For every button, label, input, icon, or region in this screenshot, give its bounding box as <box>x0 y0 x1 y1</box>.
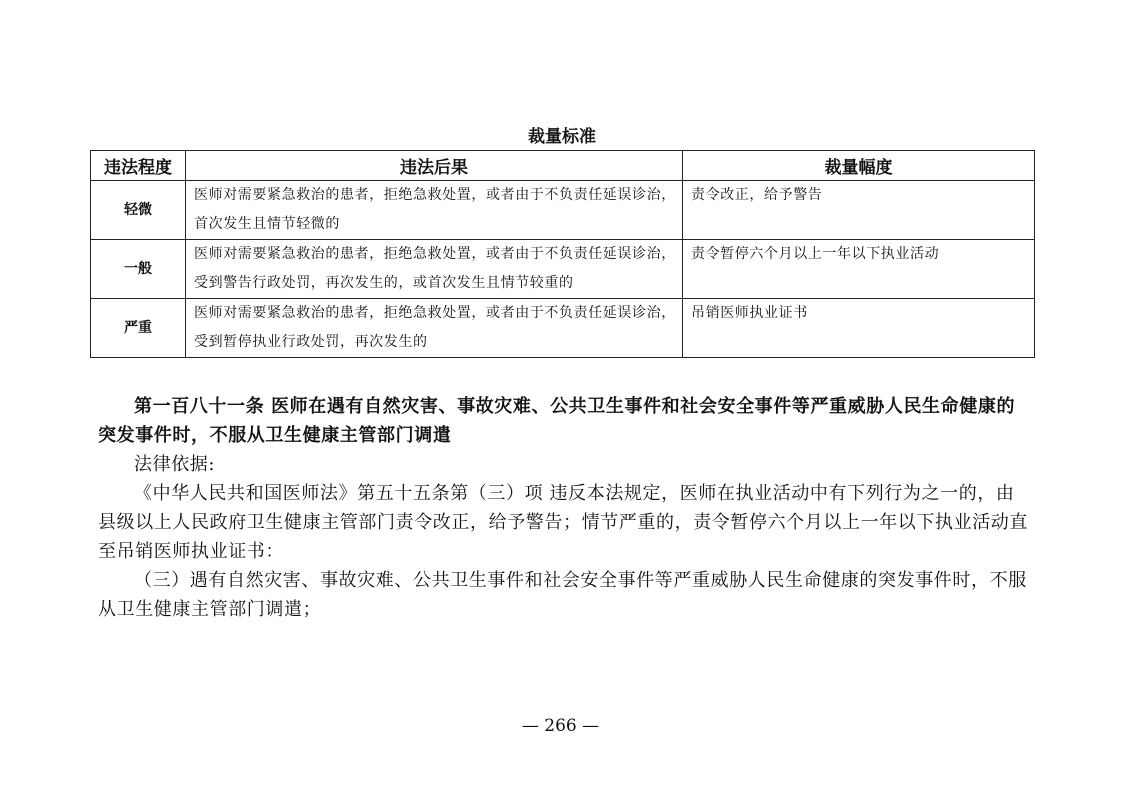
violation-level: 轻微 <box>91 181 186 240</box>
legal-basis-text: 《中华人民共和国医师法》第五十五条第（三）项 违反本法规定，医师在执业活动中有下列行为之一的，由县级以上人民政府卫生健康主管部门责令改正，给予警告；情节严重的，责令暂停六个月以上一年以下执业活动直至吊销医师执业证书： <box>98 483 1028 562</box>
discretion-penalty: 责令改正，给予警告 <box>683 181 1035 240</box>
table-row <box>91 299 1035 358</box>
page-number: — 266 — <box>521 716 600 736</box>
violation-consequence: 医师对需要紧急救治的患者，拒绝急救处置，或者由于不负责任延误诊治，首次发生且情节轻微的 <box>186 181 683 240</box>
table-row <box>91 240 1035 299</box>
legal-basis-label: 法律依据: <box>134 454 216 475</box>
header-violation-degree: 违法程度 <box>91 151 186 181</box>
discretion-penalty: 吊销医师执业证书 <box>683 299 1035 358</box>
violation-level: 一般 <box>91 240 186 299</box>
violation-level: 严重 <box>91 299 186 358</box>
violation-consequence: 医师对需要紧急救治的患者，拒绝急救处置，或者由于不负责任延误诊治，受到暂停执业行政处罚，再次发生的 <box>186 299 683 358</box>
article-heading: 第一百八十一条 医师在遇有自然灾害、事故灾难、公共卫生事件和社会安全事件等严重威胁人民生命健康的突发事件时，不服从卫生健康主管部门调遣 <box>98 396 1016 446</box>
table-header-row <box>91 151 1035 181</box>
legal-basis-item: （三）遇有自然灾害、事故灾难、公共卫生事件和社会安全事件等严重威胁人民生命健康的突发事件时，不服从卫生健康主管部门调遣； <box>98 570 1027 620</box>
discretion-standard-table <box>90 150 1035 358</box>
discretion-penalty: 责令暂停六个月以上一年以下执业活动 <box>683 240 1035 299</box>
table-title: 裁量标准 <box>528 127 596 147</box>
header-discretion-range: 裁量幅度 <box>683 151 1035 181</box>
violation-consequence: 医师对需要紧急救治的患者，拒绝急救处置，或者由于不负责任延误诊治，受到警告行政处罚，再次发生的，或首次发生且情节较重的 <box>186 240 683 299</box>
article-section <box>98 392 1033 624</box>
header-violation-consequence: 违法后果 <box>186 151 683 181</box>
table-row <box>91 181 1035 240</box>
